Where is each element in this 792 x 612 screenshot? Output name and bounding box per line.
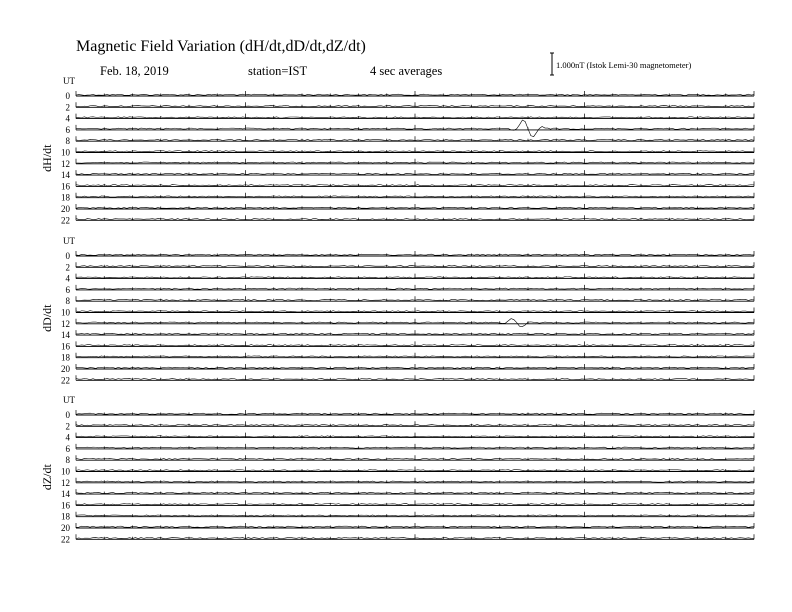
panel-label: dD/dt [40,304,54,332]
chart-title: Magnetic Field Variation (dH/dt,dD/dt,dZ/dt) [76,38,366,55]
hour-label: 20 [61,364,70,374]
ut-label: UT [63,395,75,405]
hour-label: 6 [65,284,70,295]
hour-label: 16 [61,341,70,352]
panel-label: dH/dt [40,144,54,172]
hour-label: 16 [61,500,70,511]
hour-label: 14 [61,330,70,341]
hour-label: 8 [65,296,70,307]
hour-label: 0 [65,91,70,101]
hour-label: 22 [61,215,70,226]
hour-label: 2 [65,102,70,113]
hour-label: 12 [61,477,70,488]
trace-line [76,120,754,137]
hour-label: 8 [65,455,70,466]
hour-label: 4 [65,432,70,443]
hour-label: 8 [65,136,70,147]
scale-bar-label: 1.000nT (Istok Lemi-30 magnetometer) [556,60,692,70]
hour-label: 20 [61,523,70,533]
hour-label: 22 [61,534,70,545]
hour-label: 4 [65,273,70,284]
hour-label: 6 [65,443,70,454]
station-label: station=IST [248,64,308,78]
ut-label: UT [63,236,75,246]
hour-label: 14 [61,489,70,500]
hour-label: 10 [61,307,70,318]
date-label: Feb. 18, 2019 [100,64,169,78]
hour-label: 10 [61,466,70,477]
hour-label: 4 [65,113,70,124]
hour-label: 14 [61,170,70,181]
hour-label: 18 [61,352,70,363]
hour-label: 22 [61,375,70,386]
hour-label: 18 [61,511,70,522]
hour-label: 2 [65,262,70,273]
hour-label: 10 [61,147,70,158]
hour-label: 18 [61,192,70,203]
hour-label: 0 [65,251,70,261]
hour-label: 20 [61,204,70,214]
panel-label: dZ/dt [40,464,54,491]
hour-label: 12 [61,318,70,329]
averages-label: 4 sec averages [370,64,443,78]
hour-label: 16 [61,181,70,192]
hour-label: 6 [65,124,70,135]
hour-label: 12 [61,158,70,169]
hour-label: 2 [65,421,70,432]
ut-label: UT [63,76,75,86]
hour-label: 0 [65,410,70,420]
